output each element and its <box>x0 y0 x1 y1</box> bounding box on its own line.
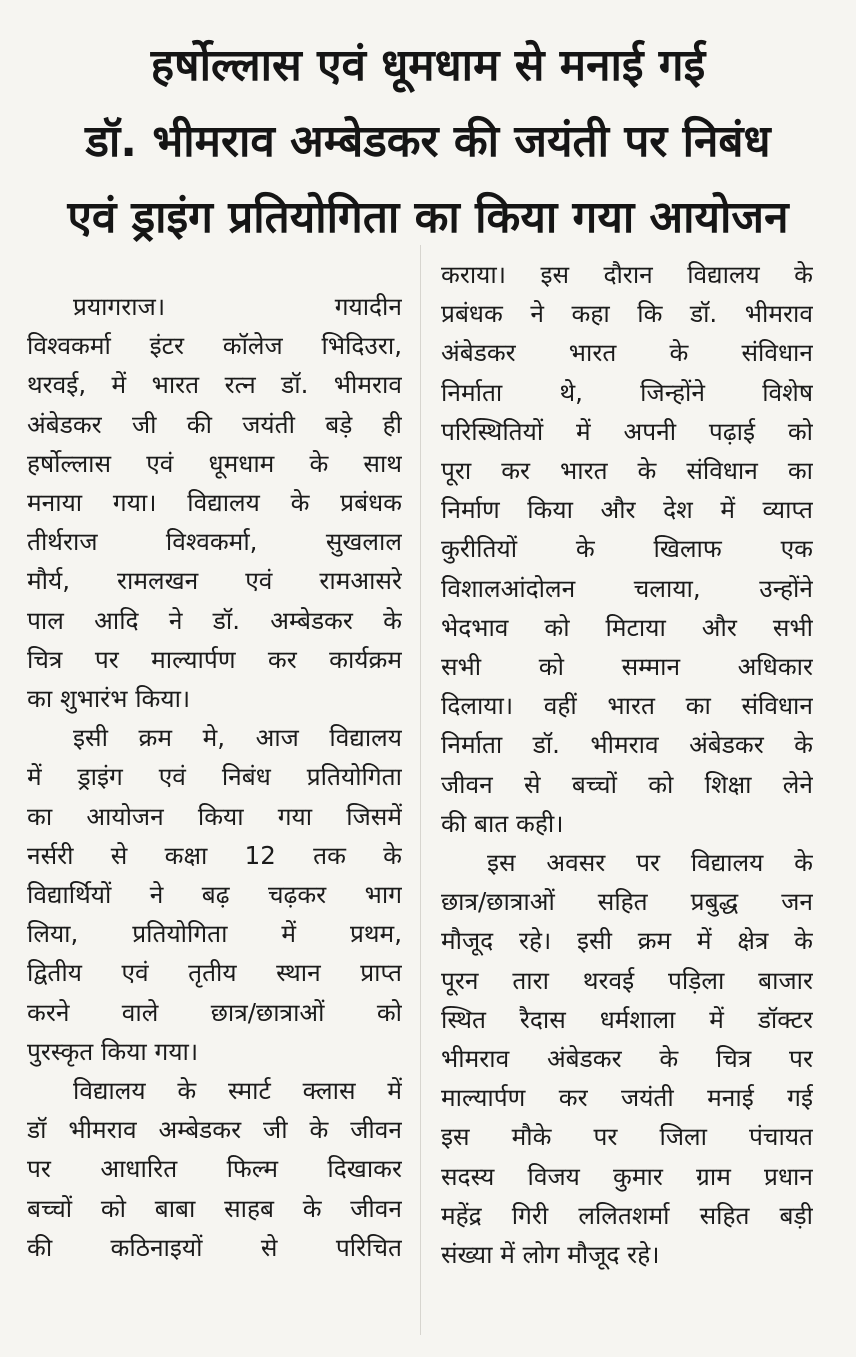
article-line: भेदभाव को मिटाया और सभी <box>441 612 813 642</box>
article-line: सदस्य विजय कुमार ग्राम प्रधान <box>441 1161 813 1191</box>
article-line: मौर्य, रामलखन एवं रामआसरे <box>27 566 402 596</box>
article-line: की कठिनाइयों से परिचित <box>27 1232 402 1262</box>
article-line: तीर्थराज विश्वकर्मा, सुखलाल <box>27 527 402 557</box>
adjacent-column-edge <box>840 470 856 1350</box>
article-line: मनाया गया। विद्यालय के प्रबंधक <box>27 488 402 518</box>
article-line: चित्र पर माल्यार्पण कर कार्यक्रम <box>27 644 402 674</box>
article-line: विश्वकर्मा इंटर कॉलेज भिदिउरा, <box>27 331 402 361</box>
headline <box>0 28 856 256</box>
article-line: बच्चों को बाबा साहब के जीवन <box>27 1193 402 1223</box>
article-line: विशालआंदोलन चलाया, उन्होंने <box>441 573 813 603</box>
headline-line-1: हर्षोल्लास एवं धूमधाम से मनाई गई <box>150 40 706 91</box>
article-line: संख्या में लोग मौजूद रहे। <box>441 1240 660 1270</box>
article-line: पूरन तारा थरवई पड़िला बाजार <box>441 965 813 995</box>
article-line: अंबेडकर जी की जयंती बड़े ही <box>27 409 402 439</box>
article-line: पुरस्कृत किया गया। <box>27 1036 199 1066</box>
article-line: प्रबंधक ने कहा कि डॉ. भीमराव <box>441 299 813 329</box>
article-line: इसी क्रम मे, आज विद्यालय <box>73 723 402 753</box>
article-line: का आयोजन किया गया जिसमें <box>27 801 402 831</box>
article-line: छात्र/छात्राओं सहित प्रबुद्ध जन <box>441 887 813 917</box>
article-line: अंबेडकर भारत के संविधान <box>441 338 813 368</box>
article-line: कराया। इस दौरान विद्यालय के <box>441 260 813 289</box>
column-divider <box>420 245 421 1335</box>
article-line: लिया, प्रतियोगिता में प्रथम, <box>27 919 402 949</box>
article-line: पर आधारित फिल्म दिखाकर <box>27 1154 402 1184</box>
article-line: परिस्थितियों में अपनी पढ़ाई को <box>441 416 813 446</box>
article-line: कुरीतियों के खिलाफ एक <box>441 534 813 564</box>
article-line: करने वाले छात्र/छात्राओं को <box>27 997 402 1027</box>
article-line: नर्सरी से कक्षा 12 तक के <box>27 840 402 870</box>
article-line: मौजूद रहे। इसी क्रम में क्षेत्र के <box>441 926 813 956</box>
article-line: की बात कही। <box>441 808 564 838</box>
article-line: विद्यार्थियों ने बढ़ चढ़कर भाग <box>27 880 402 910</box>
article-line: में ड्राइंग एवं निबंध प्रतियोगिता <box>27 762 402 792</box>
article-line: पूरा कर भारत के संविधान का <box>441 456 813 486</box>
article-line: माल्यार्पण कर जयंती मनाई गई <box>441 1083 813 1113</box>
left-column <box>27 287 402 1267</box>
right-column <box>441 255 813 1274</box>
article-line: विद्यालय के स्मार्ट क्लास में <box>73 1076 402 1106</box>
article-line: निर्माता डॉ. भीमराव अंबेडकर के <box>441 730 813 760</box>
article-line: का शुभारंभ किया। <box>27 684 191 714</box>
article-line: इस अवसर पर विद्यालय के <box>487 848 813 878</box>
article-line: महेंद्र गिरी ललितशर्मा सहित बड़ी <box>441 1200 813 1230</box>
article-line: निर्माता थे, जिन्होंने विशेष <box>441 377 813 407</box>
article-line: निर्माण किया और देश में व्याप्त <box>441 495 813 525</box>
article-line: जीवन से बच्चों को शिक्षा लेने <box>441 769 813 799</box>
headline-line-3: एवं ड्राइंग प्रतियोगिता का किया गया आयोजन <box>67 192 789 243</box>
article-line: प्रयागराज। गयादीन <box>73 292 402 321</box>
article-line: इस मौके पर जिला पंचायत <box>441 1122 813 1152</box>
article-line: पाल आदि ने डॉ. अम्बेडकर के <box>27 605 402 635</box>
article-line: भीमराव अंबेडकर के चित्र पर <box>441 1044 813 1074</box>
article-line: डॉ भीमराव अम्बेडकर जी के जीवन <box>27 1115 402 1145</box>
article-line: थरवई, में भारत रत्न डॉ. भीमराव <box>27 370 402 400</box>
headline-line-2: डॉ. भीमराव अम्बेडकर की जयंती पर निबंध <box>85 116 771 167</box>
article-line: द्वितीय एवं तृतीय स्थान प्राप्त <box>27 958 402 988</box>
article-line: सभी को सम्मान अधिकार <box>441 652 813 682</box>
article-line: दिलाया। वहीं भारत का संविधान <box>441 691 813 721</box>
article-line: स्थित रैदास धर्मशाला में डॉक्टर <box>441 1004 813 1034</box>
article-line: हर्षोल्लास एवं धूमधाम के साथ <box>27 448 402 478</box>
